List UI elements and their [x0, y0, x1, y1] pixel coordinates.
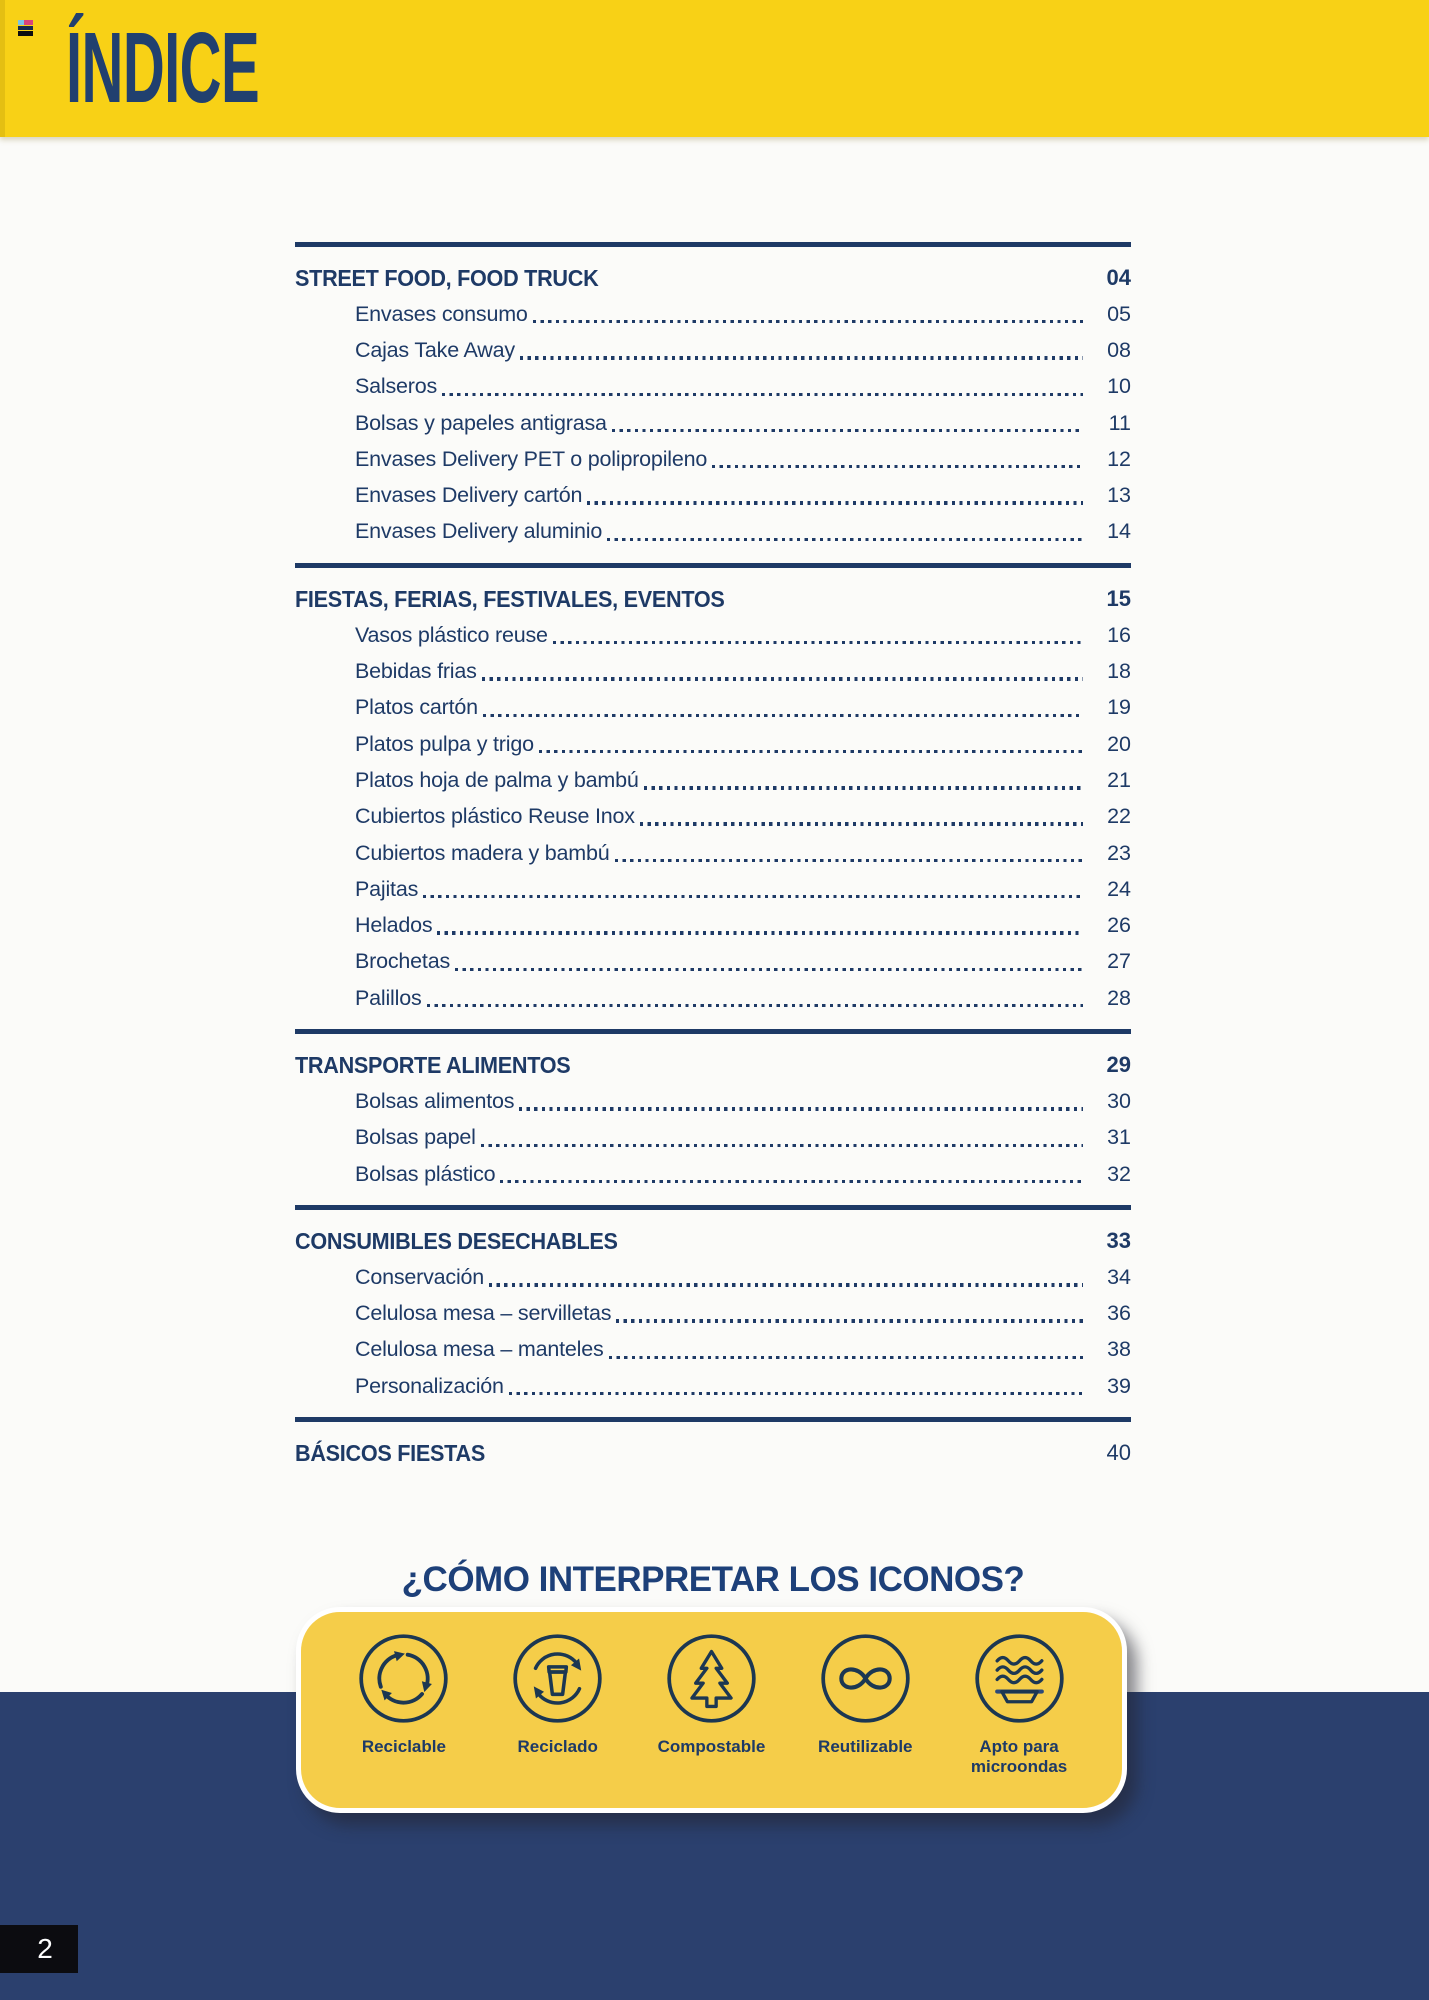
- toc-entry[interactable]: [295, 690, 1131, 726]
- toc-section: [295, 563, 1131, 1016]
- toc-entry-label: Cubiertos madera y bambú: [355, 840, 610, 865]
- legend-item: [790, 1632, 940, 1757]
- toc-entry-page: 20: [1107, 731, 1131, 756]
- microwave-safe-icon: [973, 1632, 1066, 1725]
- toc-section: [295, 1029, 1131, 1192]
- toc-entry-page: 38: [1107, 1337, 1131, 1362]
- toc-entry[interactable]: [295, 369, 1131, 405]
- toc-entry[interactable]: [295, 799, 1131, 835]
- legend-item-label: Reutilizable: [818, 1737, 913, 1756]
- toc-entry-label: Cubiertos plástico Reuse Inox: [355, 804, 635, 829]
- toc-entry-page: 05: [1107, 301, 1131, 326]
- toc-section-header[interactable]: [295, 581, 1131, 617]
- toc-section-header[interactable]: [295, 1223, 1131, 1259]
- toc-entry[interactable]: [295, 1296, 1131, 1332]
- toc-section-page: 33: [1106, 1228, 1131, 1254]
- legend-item-label: Reciclable: [361, 1737, 446, 1756]
- toc-entry-page: 34: [1107, 1264, 1131, 1289]
- toc-entry-label: Envases Delivery cartón: [355, 483, 583, 508]
- toc-entry-page: 39: [1107, 1373, 1131, 1398]
- toc-entry-label: Cajas Take Away: [355, 337, 515, 362]
- toc-entry[interactable]: [295, 907, 1131, 943]
- dot-leader: [489, 1283, 1083, 1286]
- toc-entry-page: 26: [1107, 913, 1131, 938]
- dot-leader: [482, 677, 1083, 680]
- toc-entry-page: 13: [1107, 483, 1131, 508]
- toc-entry-page: 19: [1107, 695, 1131, 720]
- toc-section-rule: [295, 242, 1131, 247]
- toc-entry-label: Bebidas frias: [355, 659, 477, 684]
- toc-entry-page: 22: [1107, 804, 1131, 829]
- toc-entry-label: Celulosa mesa – manteles: [355, 1337, 604, 1362]
- dot-leader: [437, 931, 1083, 934]
- toc-entry-page: 36: [1107, 1301, 1131, 1326]
- toc-entry-page: 08: [1107, 337, 1131, 362]
- toc-section-rule: [295, 1417, 1131, 1422]
- toc-section-title: BÁSICOS FIESTAS: [295, 1439, 485, 1466]
- toc-section: [295, 242, 1131, 550]
- toc-entry[interactable]: [295, 1156, 1131, 1192]
- toc-section-title: TRANSPORTE ALIMENTOS: [295, 1051, 571, 1078]
- toc-entry[interactable]: [295, 1120, 1131, 1156]
- toc-section-page: 29: [1106, 1052, 1131, 1078]
- toc-section-title: STREET FOOD, FOOD TRUCK: [295, 264, 599, 291]
- toc-entry[interactable]: [295, 762, 1131, 798]
- dot-leader: [640, 822, 1083, 825]
- toc-section-title: FIESTAS, FERIAS, FESTIVALES, EVENTOS: [295, 585, 725, 612]
- toc-section-rule: [295, 563, 1131, 568]
- toc-section-title: CONSUMIBLES DESECHABLES: [295, 1227, 618, 1254]
- legend-item-label: Compostable: [657, 1737, 766, 1756]
- toc-section-page: 15: [1106, 586, 1131, 612]
- toc-entry[interactable]: [295, 1332, 1131, 1368]
- dot-leader: [509, 1392, 1083, 1395]
- toc-entry[interactable]: [295, 835, 1131, 871]
- toc-section-rule: [295, 1205, 1131, 1210]
- toc-entry[interactable]: [295, 1259, 1131, 1295]
- compostable-tree-icon: [665, 1632, 758, 1725]
- legend-item-label: Reciclado: [517, 1737, 598, 1756]
- dot-leader: [539, 750, 1083, 753]
- toc-entry-label: Pajitas: [355, 876, 419, 901]
- dot-leader: [533, 320, 1083, 323]
- toc-entry-label: Envases Delivery PET o polipropileno: [355, 446, 708, 471]
- toc-entry-label: Bolsas alimentos: [355, 1088, 515, 1113]
- dot-leader: [500, 1180, 1083, 1183]
- toc-entry[interactable]: [295, 441, 1131, 477]
- toc-entry[interactable]: [295, 514, 1131, 550]
- toc-entry[interactable]: [295, 1083, 1131, 1119]
- toc-section-page: 04: [1106, 265, 1131, 290]
- toc-entry-label: Brochetas: [355, 949, 451, 974]
- icons-legend-box: [296, 1607, 1127, 1813]
- toc-entry-label: Personalización: [355, 1373, 504, 1398]
- toc-section: [295, 1205, 1131, 1404]
- recyclable-arrows-icon: [357, 1632, 450, 1725]
- toc-entry-page: 30: [1107, 1088, 1131, 1113]
- reusable-infinity-icon: [819, 1632, 912, 1725]
- header-band: [0, 0, 1429, 137]
- toc-section-header[interactable]: [295, 1047, 1131, 1083]
- dot-leader: [712, 465, 1083, 468]
- toc-entry-label: Conservación: [355, 1264, 485, 1289]
- toc-entry[interactable]: [295, 653, 1131, 689]
- toc-entry-page: 11: [1108, 410, 1131, 435]
- toc-entry-label: Bolsas y papeles antigrasa: [355, 410, 607, 435]
- toc-entry-page: 16: [1107, 622, 1131, 647]
- toc-entry[interactable]: [295, 332, 1131, 368]
- legend-item-label: Apto para microondas: [970, 1737, 1068, 1777]
- toc-entry[interactable]: [295, 980, 1131, 1016]
- toc-entry[interactable]: [295, 726, 1131, 762]
- toc-entry-page: 14: [1107, 519, 1131, 544]
- page-number-box: [0, 1925, 78, 1973]
- recycled-cup-icon: [511, 1632, 604, 1725]
- dot-leader: [553, 641, 1083, 644]
- dot-leader: [607, 538, 1083, 541]
- toc-entry-page: 12: [1107, 446, 1131, 471]
- table-of-contents: [295, 242, 1131, 1484]
- toc-section-header[interactable]: [295, 260, 1131, 296]
- toc-entry[interactable]: [295, 477, 1131, 513]
- toc-entry-label: Helados: [355, 913, 433, 938]
- dot-leader: [427, 1004, 1083, 1007]
- dot-leader: [519, 1107, 1083, 1110]
- toc-entry-page: 32: [1107, 1161, 1131, 1186]
- toc-entry-label: Platos pulpa y trigo: [355, 731, 534, 756]
- legend-item: [944, 1632, 1094, 1777]
- page-title: ÍNDICE: [66, 12, 260, 124]
- dot-leader: [612, 429, 1083, 432]
- page-number: 2: [37, 1933, 53, 1964]
- dot-leader: [481, 1144, 1083, 1147]
- toc-entry-label: Platos cartón: [355, 695, 478, 720]
- toc-entry-label: Vasos plástico reuse: [355, 622, 548, 647]
- toc-entry[interactable]: [295, 1368, 1131, 1404]
- toc-entry-label: Platos hoja de palma y bambú: [355, 767, 639, 792]
- toc-entry-page: 18: [1107, 659, 1131, 684]
- toc-entry-page: 31: [1107, 1125, 1131, 1150]
- dot-leader: [609, 1356, 1083, 1359]
- dot-leader: [520, 356, 1083, 359]
- toc-entry[interactable]: [295, 944, 1131, 980]
- dot-leader: [423, 895, 1083, 898]
- toc-entry[interactable]: [295, 617, 1131, 653]
- toc-section-header[interactable]: [295, 1435, 1131, 1471]
- toc-entry-label: Envases Delivery aluminio: [355, 519, 603, 544]
- toc-entry-page: 10: [1107, 374, 1131, 399]
- toc-entry-label: Salseros: [355, 374, 438, 399]
- toc-entry-label: Bolsas papel: [355, 1125, 476, 1150]
- toc-entry-page: 24: [1107, 876, 1131, 901]
- dot-leader: [615, 859, 1083, 862]
- toc-entry[interactable]: [295, 405, 1131, 441]
- toc-entry-page: 21: [1107, 767, 1131, 792]
- dot-leader: [442, 393, 1083, 396]
- toc-section-page: 40: [1106, 1440, 1131, 1466]
- toc-section: [295, 1417, 1131, 1471]
- toc-entry[interactable]: [295, 871, 1131, 907]
- print-registration-mark-icon: [18, 20, 33, 36]
- toc-entry[interactable]: [295, 296, 1131, 332]
- legend-item: [483, 1632, 633, 1757]
- toc-entry-page: 28: [1107, 985, 1131, 1010]
- toc-entry-label: Palillos: [355, 985, 422, 1010]
- legend-item: [329, 1632, 479, 1757]
- dot-leader: [616, 1319, 1083, 1322]
- dot-leader: [483, 714, 1083, 717]
- dot-leader: [455, 968, 1083, 971]
- legend-item: [636, 1632, 786, 1757]
- toc-entry-label: Celulosa mesa – servilletas: [355, 1301, 612, 1326]
- toc-section-rule: [295, 1029, 1131, 1034]
- toc-entry-page: 27: [1107, 949, 1131, 974]
- toc-entry-page: 23: [1107, 840, 1131, 865]
- dot-leader: [587, 501, 1083, 504]
- toc-entry-label: Bolsas plástico: [355, 1161, 496, 1186]
- toc-entry-label: Envases consumo: [355, 301, 528, 326]
- dot-leader: [644, 786, 1083, 789]
- icons-legend-heading: ¿CÓMO INTERPRETAR LOS ICONOS?: [401, 1560, 1025, 1599]
